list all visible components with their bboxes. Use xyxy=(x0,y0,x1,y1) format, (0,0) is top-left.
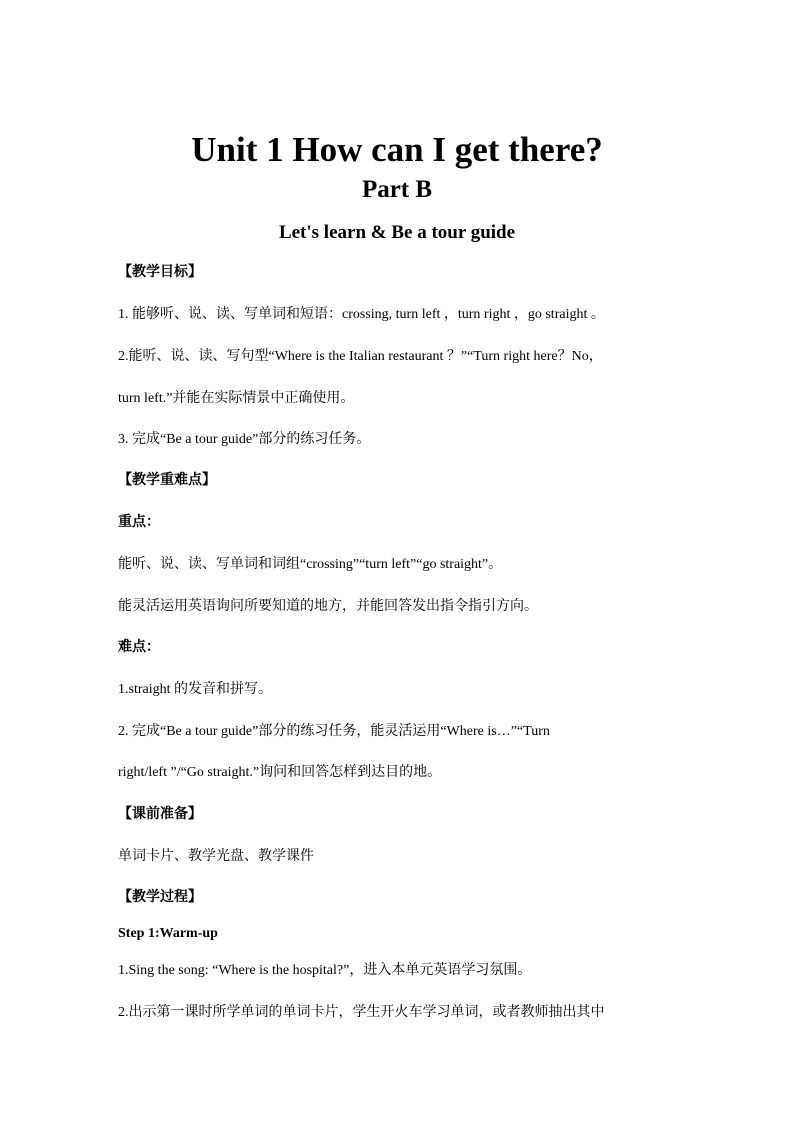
difficult-label: 难点： xyxy=(118,640,160,655)
document-subtitle: Let's learn & Be a tour guide xyxy=(278,222,516,243)
objective-line-1: 1. 能够听、说、读、写单词和短语：crossing, turn left ，turn right ，go straight 。 xyxy=(118,307,605,322)
step1-label: Step 1:Warm-up xyxy=(118,926,218,941)
preparation-text: 单词卡片、教学光盘、教学课件 xyxy=(118,849,314,864)
difficult-line-1: 1.straight 的发音和拼写。 xyxy=(118,682,272,697)
document-part: Part B xyxy=(361,176,433,203)
process-line-2: 2.出示第一课时所学单词的单词卡片，学生开火车学习单词，或者教师抽出其中 xyxy=(118,1005,605,1020)
key-label: 重点： xyxy=(118,515,160,530)
key-line-2: 能灵活运用英语询问所要知道的地方，并能回答发出指令指引方向。 xyxy=(118,599,538,614)
difficult-line-3: right/left ”/“Go straight.”询问和回答怎样到达目的地。 xyxy=(118,765,442,780)
process-line-1: 1.Sing the song: “Where is the hospital?”，进入本单元英语学习氛围。 xyxy=(118,963,532,978)
difficult-line-2: 2. 完成“Be a tour guide”部分的练习任务，能灵活运用“Where is…”“Turn xyxy=(118,724,550,739)
objective-line-4: 3. 完成“Be a tour guide”部分的练习任务。 xyxy=(118,432,371,447)
section-heading-objectives: 【教学目标】 xyxy=(118,265,202,280)
section-heading-preparation: 【课前准备】 xyxy=(118,807,202,822)
objective-line-3: turn left.”并能在实际情景中正确使用。 xyxy=(118,391,355,406)
objective-line-2: 2.能听、说、读、写句型“Where is the Italian restaurant ？”“Turn right here？No， xyxy=(118,349,603,364)
section-heading-process: 【教学过程】 xyxy=(118,890,202,905)
document-title: Unit 1 How can I get there? xyxy=(191,130,603,169)
section-heading-keypoints: 【教学重难点】 xyxy=(118,473,216,488)
key-line-1: 能听、说、读、写单词和词组“crossing”“turn left”“go straight”。 xyxy=(118,557,503,572)
